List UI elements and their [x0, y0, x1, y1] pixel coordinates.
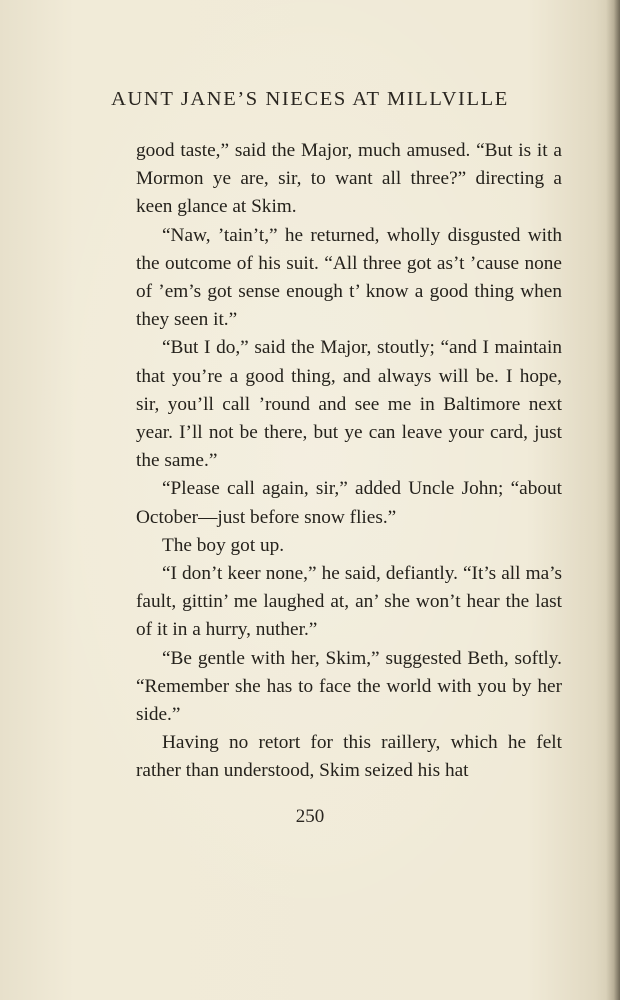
- paragraph: “I don’t keer none,” he said, defiantly. “It’s all ma’s fault, gittin’ me laughed at, an’ she won’t hear the last of it in a hurry, nuther.”: [136, 563, 562, 641]
- paragraph: “Be gentle with her, Skim,” suggested Beth, softly. “Remember she has to face the world with you by her side.”: [136, 647, 562, 726]
- paragraph: good taste,” said the Major, much amused. “But is it a Mormon ye are, sir, to want all three?” directing a keen glance at Skim.: [136, 140, 562, 218]
- paragraph: “But I do,” said the Major, stoutly; “and I maintain that you’re a good thing, and always will be. I hope, sir, you’ll call ’round and see me in Baltimore next year. I’ll not be there, but ye can leave your card, just the same.”: [136, 337, 562, 472]
- page-number: 250: [295, 806, 325, 827]
- paragraph: Having no retort for this raillery, which he felt rather than understood, Skim seized his hat: [136, 732, 562, 782]
- body-text: [136, 137, 562, 786]
- page-gutter-shadow: [606, 0, 620, 1000]
- paragraph: “Please call again, sir,” added Uncle John; “about October—just before snow flies.”: [136, 478, 562, 528]
- running-head: AUNT JANE’S NIECES AT MILLVILLE: [111, 88, 509, 110]
- paragraph: The boy got up.: [162, 534, 285, 556]
- paragraph: “Naw, ’tain’t,” he returned, wholly disgusted with the outcome of his suit. “All three got as’t ’cause none of ’em’s got sense enough t’ know a good thing when they seen it.”: [136, 224, 562, 331]
